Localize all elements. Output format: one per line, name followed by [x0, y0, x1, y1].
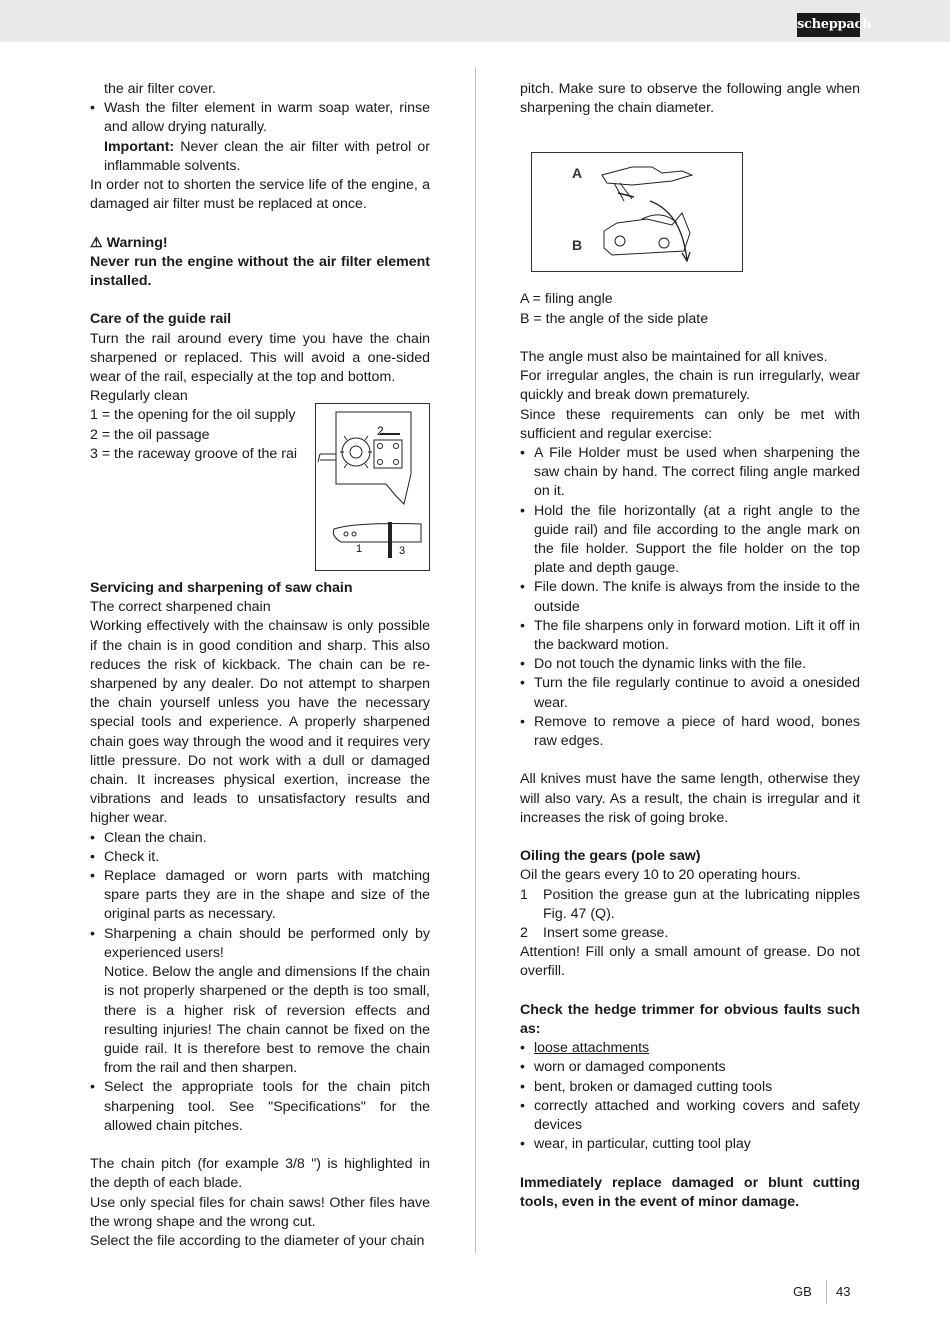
header-bar — [0, 0, 950, 42]
list-item: • Wash the filter element in warm soap water, rinse and allow drying naturally. — [90, 100, 430, 136]
list-item: 3 = the raceway groove of the rai — [90, 445, 298, 462]
list-item: • File down. The knife is always from the inside to the outside — [520, 579, 860, 615]
paragraph: The chain pitch (for example 3/8 ") is highlighted in the depth of each blade. — [90, 1156, 430, 1192]
paragraph: Select the file according to the diameter of your chain — [90, 1232, 425, 1249]
list-item: • correctly attached and working covers and safety devices — [520, 1097, 860, 1134]
list-item: • Check it. — [90, 848, 160, 865]
list-item: • The file sharpens only in forward motion. Lift it off in the backward motion. — [520, 617, 860, 654]
oiling-heading: Oiling the gears (pole saw) — [520, 848, 701, 865]
fig-label-a: A — [572, 165, 583, 182]
check-heading: Check the hedge trimmer for obvious faults such as: — [520, 1001, 860, 1038]
legend-a: A = filing angle — [520, 291, 613, 308]
list-item: • Replace damaged or worn parts with matching spare parts they are in the shape and size of the original parts as necessary. — [90, 868, 430, 923]
fig-label-3: 3 — [399, 545, 406, 557]
saw-chain-heading: Servicing and sharpening of saw chain — [90, 580, 353, 597]
list-item: • A File Holder must be used when sharpening the saw chain by hand. The correct filing angle marked on it. — [520, 445, 860, 500]
attention-text: Attention! Fill only a small amount of grease. Do not overfill. — [520, 944, 860, 980]
guide-rail-drawing — [316, 404, 428, 569]
filing-angle-figure — [531, 152, 743, 272]
footer-separator — [826, 1280, 827, 1304]
list-item: • bent, broken or damaged cutting tools — [520, 1078, 773, 1095]
paragraph: Working effectively with the chainsaw is only possible if the chain is in good condition and sharp. This also reduces the risk of kickback. The chain can be re-sharpened by any dealer. Do not attempt to sharpen the chain yourself unless you have the necessary special tools and experience. A properly sharpened chain goes way through the wood and it requires very little pressure. Do not work with a dull or damaged chain. It increases physical exertion, increase the vibrations and leads to unsatisfactory results and higher wear. — [90, 618, 430, 827]
fig-label-1: 1 — [356, 543, 363, 555]
fig-label-b: B — [572, 237, 583, 254]
guide-rail-heading: Care of the guide rail — [90, 311, 232, 328]
paragraph: The correct sharpened chain — [90, 599, 271, 616]
legend-b: B = the angle of the side plate — [520, 310, 709, 327]
list-item: • Do not touch the dynamic links with the file. — [520, 656, 807, 673]
footer-language: GB — [793, 1284, 812, 1299]
paragraph: Regularly clean — [90, 388, 188, 405]
paragraph: Since these requirements can only be met with sufficient and regular exercise: — [520, 406, 860, 442]
list-item: • wear, in particular, cutting tool play — [520, 1136, 751, 1153]
list-item: • loose attachments — [520, 1040, 650, 1057]
left-column — [90, 80, 430, 1251]
list-item: • Sharpening a chain should be performed only by experienced users! — [90, 925, 430, 961]
final-warning: Immediately replace damaged or blunt cutting tools, even in the event of minor damage. — [520, 1174, 860, 1210]
list-item: 1 = the opening for the oil supply — [90, 407, 296, 424]
warning-text: Never run the engine without the air filter element installed. — [90, 253, 430, 290]
paragraph: For irregular angles, the chain is run irregularly, wear quickly and break down prematurely. — [520, 368, 860, 404]
paragraph: pitch. Make sure to observe the following angle when sharpening the chain diameter. — [520, 81, 860, 117]
right-column — [520, 80, 860, 1212]
paragraph: The angle must also be maintained for all knives. — [520, 349, 828, 365]
list-item: 2 = the oil passage — [90, 426, 210, 443]
notice-text: Notice. Below the angle and dimensions If the chain is not properly sharpened or the depth is too small, there is a higher risk of reversion effects and resulting injuries! The chain cannot be fixed on the guide rail. It is therefore best to remove the chain from the rail and then sharpen. — [104, 964, 430, 1077]
list-item: • Select the appropriate tools for the chain pitch sharpening tool. See "Specifications" for the allowed chain pitches. — [90, 1079, 430, 1134]
warning-title: ⚠ Warning! — [90, 234, 168, 251]
numbered-step: 1 Position the grease gun at the lubricating nipples Fig. 47 (Q). — [520, 886, 860, 922]
numbered-step: 2 Insert some grease. — [520, 925, 669, 942]
paragraph: Oil the gears every 10 to 20 operating hours. — [520, 867, 801, 884]
important-note: Important: Never clean the air filter with petrol or inflammable solvents. — [104, 138, 430, 174]
scheppach-logo: scheppach — [797, 13, 860, 37]
list-item: • Turn the file regularly continue to avoid a onesided wear. — [520, 675, 860, 711]
guide-rail-figure — [315, 403, 430, 571]
list-item: • Remove to remove a piece of hard wood, bones raw edges. — [520, 713, 860, 750]
paragraph: Turn the rail around every time you have the chain sharpened or replaced. This will avoid a one-sided wear of the rail, especially at the top and bottom. — [90, 330, 430, 386]
list-item: • Hold the file horizontally (at a right angle to the guide rail) and file according to the angle mark on the file holder. Support the file holder on the top plate and depth gauge. — [520, 502, 860, 577]
list-item: • worn or damaged components — [520, 1059, 726, 1076]
paragraph: All knives must have the same length, otherwise they will also vary. As a result, the chain is irregular and it increases the risk of going broke. — [520, 771, 860, 826]
list-item: • Clean the chain. — [90, 829, 207, 846]
paragraph: Use only special files for chain saws! Other files have the wrong shape and the wrong cut. — [90, 1194, 430, 1230]
paragraph: In order not to shorten the service life of the engine, a damaged air filter must be replaced at once. — [90, 177, 430, 213]
column-divider — [475, 68, 476, 1253]
fig-label-2: 2 — [377, 424, 384, 438]
page-number: 43 — [836, 1284, 851, 1299]
paragraph: the air filter cover. — [104, 81, 216, 97]
filing-angle-drawing — [532, 153, 741, 270]
